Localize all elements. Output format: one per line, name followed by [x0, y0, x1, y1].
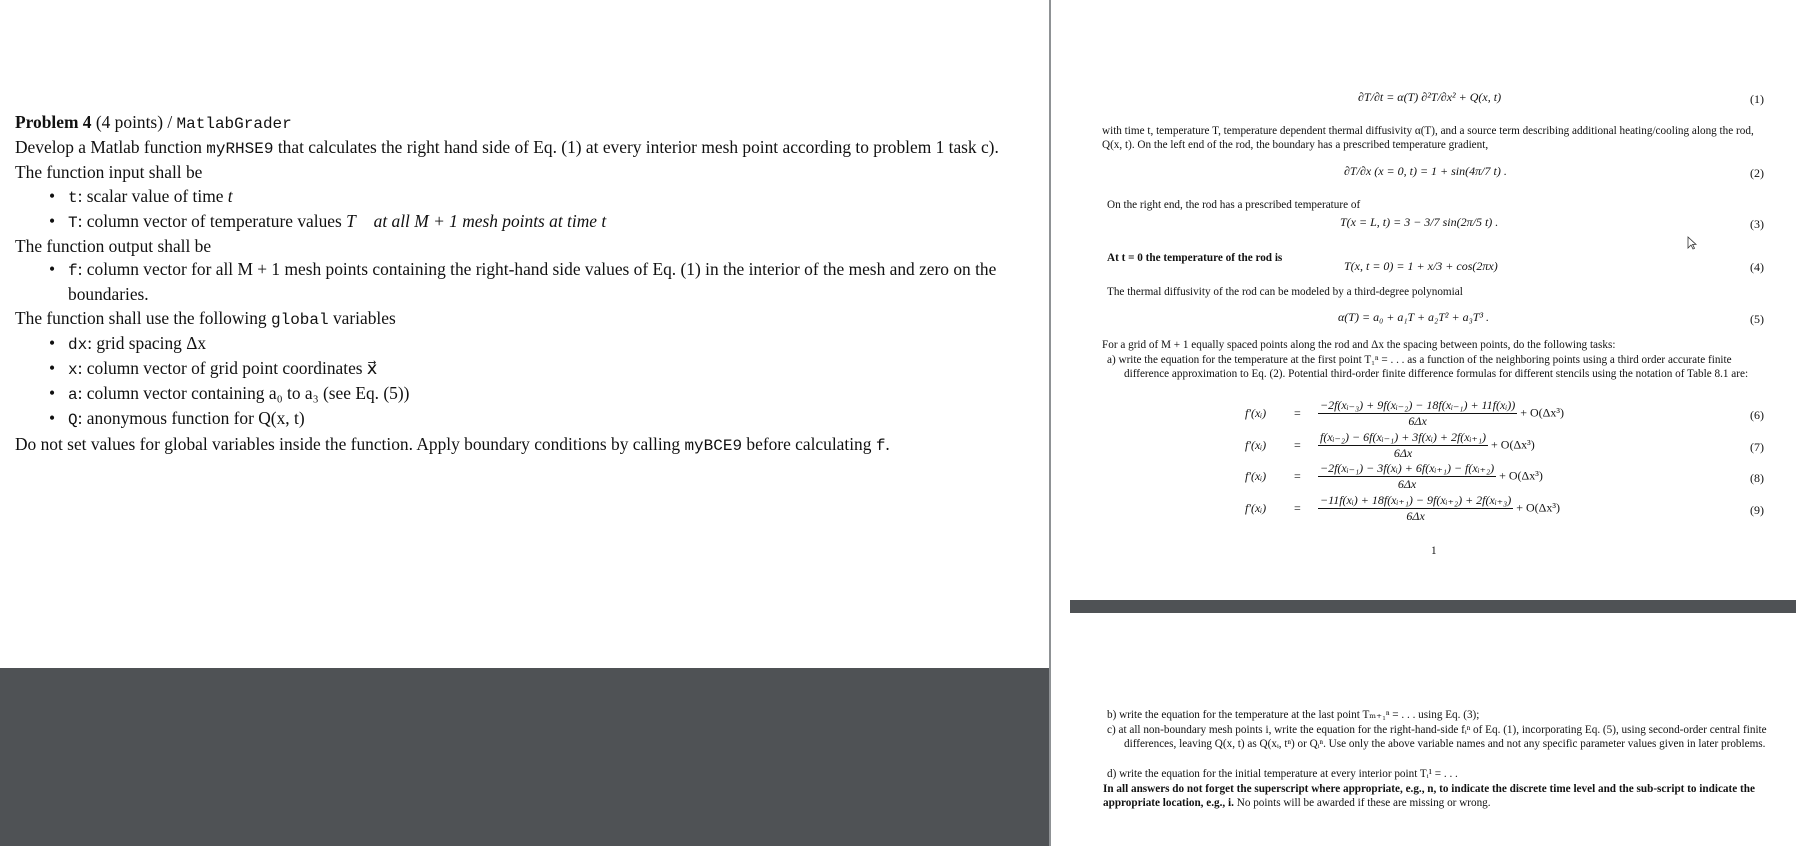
input-code: t: [68, 188, 78, 207]
globals-list: [15, 332, 1015, 433]
equation-1: ∂T/∂t = α(T) ∂²T/∂x² + Q(x, t): [1358, 90, 1502, 104]
grader-name: MatlabGrader: [176, 115, 292, 133]
fd-denominator: 6Δx: [1406, 509, 1425, 523]
closing-var: f: [875, 436, 886, 455]
equation-2-number: (2): [1750, 166, 1764, 180]
empty-area: [0, 668, 1049, 846]
paragraph-3: At t = 0 the temperature of the rod is: [1107, 252, 1283, 264]
closing-note-bold: In all answers do not forget the superscript where appropriate, e.g., n, to indicate the discrete time level and the sub-script to indicate the appropriate location, e.g., i.: [1103, 783, 1755, 809]
fd-numerator: −2f(xᵢ₋₁) − 3f(xᵢ) + 6f(xᵢ₊₁) − f(xᵢ₊₂): [1320, 461, 1495, 475]
task-c: c) at all non-boundary mesh points i, write the equation for the right-hand-side fᵢⁿ of Eq. (1), incorporating Eq. (5), using second-order central finite differences, leaving Q(x, t) as Q(xᵢ, tⁿ) or Qᵢⁿ. Use only the above variable names and not any specific parameter values given in later problems.: [1107, 724, 1767, 750]
mouse-cursor-icon: [1687, 236, 1697, 250]
page-gap: [1070, 600, 1796, 613]
global-code: Q: [68, 411, 78, 430]
output-text: : column vector for all M + 1 mesh points containing the right-hand side values of Eq. (1) in the interior of the mesh and zero on the boundaries.: [68, 259, 997, 305]
input-math: T⃗ at all M + 1 mesh points at time t: [346, 210, 607, 231]
equation-1-number: (1): [1750, 92, 1764, 106]
global-code: dx: [68, 335, 88, 354]
intro-text-2: that calculates the right hand side of Eq. (1) at every interior mesh point according to problem 1 task c).: [277, 137, 999, 158]
equation-4: T(x, t = 0) = 1 + x/3 + cos(2πx): [1344, 259, 1498, 273]
global-text: : column vector of grid point coordinates x⃗: [77, 358, 378, 379]
global-code: x: [68, 361, 78, 380]
globals-heading: [15, 307, 1015, 332]
output-heading: The function output shall be: [15, 236, 212, 257]
input-math: t: [227, 185, 233, 206]
fd-numerator: −2f(xᵢ₋₃) + 9f(xᵢ₋₂) − 18f(xᵢ₋₁) + 11f(xᵢ)): [1320, 398, 1516, 412]
fd-denominator: 6Δx: [1408, 414, 1427, 428]
task-d: d) write the equation for the initial temperature at every interior point Tᵢ¹ = . . .: [1107, 768, 1458, 780]
fd-denominator: 6Δx: [1397, 477, 1417, 491]
closing-text-1: Do not set values for global variables inside the function. Apply boundary conditions by calling: [15, 433, 681, 454]
fd-equation-number: (7): [1750, 440, 1764, 454]
fd-fraction: [1318, 430, 1535, 461]
fd-equals: =: [1294, 501, 1301, 515]
fd-equals: =: [1294, 406, 1301, 420]
fd-lhs: f′(xᵢ): [1245, 501, 1267, 515]
globals-keyword: global: [271, 310, 329, 329]
global-code: a: [68, 386, 78, 405]
fd-equation-number: (8): [1750, 471, 1764, 485]
fd-error-term: + O(Δx³): [1499, 468, 1543, 483]
paragraph-1: with time t, temperature T, temperature dependent thermal diffusivity α(T), and a source term describing additional heating/cooling along the rod, Q(x, t). On the left end of the rod, the boundary has a prescribed temperature gradient,: [1102, 125, 1754, 151]
equation-5-number: (5): [1750, 312, 1764, 326]
equation-2: ∂T/∂x (x = 0, t) = 1 + sin(4π/7 t) .: [1344, 164, 1507, 178]
task-a: a) write the equation for the temperature at the first point T₁ⁿ = . . . as a function of the neighboring points using a third order accurate finite difference approximation to Eq. (2). Potential third-order finite difference formulas for different stencils using the notation of Table 8.1 are:: [1107, 354, 1749, 380]
paragraph-4: The thermal diffusivity of the rod can be modeled by a third-degree polynomial: [1107, 286, 1463, 298]
output-code: f: [68, 262, 78, 281]
page-number: 1: [1431, 545, 1437, 557]
global-text: : column vector containing a₀ to a₃ (see Eq. (5)): [77, 383, 410, 404]
fd-error-term: + O(Δx³): [1491, 437, 1535, 452]
fd-error-term: + O(Δx³): [1516, 500, 1560, 515]
problem-points: (4 points) /: [95, 112, 173, 132]
closing-note: [1103, 782, 1763, 810]
global-text: : anonymous function for Q(x, t): [77, 408, 305, 429]
fd-lhs: f′(xᵢ): [1245, 406, 1267, 420]
input-heading: The function input shall be: [15, 162, 203, 183]
fd-fraction: [1318, 398, 1564, 429]
fd-fraction: [1318, 493, 1560, 524]
output-list: [15, 258, 1015, 306]
list-item: [15, 357, 1015, 382]
equation-4-number: (4): [1750, 260, 1764, 274]
bc-function-name: myBCE9: [684, 436, 743, 455]
closing-instruction: [15, 433, 1015, 458]
page-gap-margin: [1051, 600, 1070, 613]
problem-number: Problem 4: [15, 112, 92, 132]
list-item: [15, 407, 1015, 432]
closing-note-plain: No points will be awarded if these are missing or wrong.: [1236, 797, 1491, 809]
fd-lhs: f′(xᵢ): [1245, 469, 1267, 483]
list-item: [15, 210, 1015, 235]
problem-statement: [15, 111, 1015, 458]
fd-numerator: f(xᵢ₋₂) − 6f(xᵢ₋₁) + 3f(xᵢ) + 2f(xᵢ₊₁): [1320, 430, 1487, 444]
list-item: [15, 332, 1015, 357]
fd-equals: =: [1294, 438, 1301, 452]
problem-title: [15, 111, 1015, 136]
global-text: : grid spacing Δx: [87, 332, 207, 353]
equation-3: T(x = L, t) = 3 − 3/7 sin(2π/5 t) .: [1340, 215, 1499, 229]
paragraph-5: For a grid of M + 1 equally spaced points along the rod and Δx the spacing between points, do the following tasks:: [1102, 339, 1616, 351]
input-code: T: [68, 213, 78, 232]
input-text: : column vector of temperature values: [77, 210, 342, 231]
closing-text-3: .: [885, 433, 890, 454]
equation-5: α(T) = a₀ + a₁T + a₂T² + a₃T³ .: [1338, 310, 1490, 324]
list-item: [15, 258, 1015, 306]
fd-lhs: f′(xᵢ): [1245, 438, 1267, 452]
input-text: : scalar value of time: [77, 185, 224, 206]
fd-equals: =: [1294, 469, 1301, 483]
fd-fraction: [1318, 461, 1543, 492]
globals-text-1: The function shall use the following: [15, 307, 267, 328]
fd-equation-number: (6): [1750, 408, 1764, 422]
globals-text-2: variables: [332, 307, 396, 328]
equation-3-number: (3): [1750, 217, 1764, 231]
task-b: b) write the equation for the temperature at the last point Tₘ₊₁ⁿ = . . . using Eq. (3);: [1107, 709, 1480, 721]
list-item: [15, 382, 1015, 407]
function-name: myRHSE9: [206, 140, 274, 159]
problem-intro: [15, 136, 1015, 161]
fd-numerator: −11f(xᵢ) + 18f(xᵢ₊₁) − 9f(xᵢ₊₂) + 2f(xᵢ₊₃): [1320, 493, 1512, 507]
list-item: [15, 185, 1015, 210]
fd-denominator: 6Δx: [1393, 446, 1413, 460]
closing-text-2: before calculating: [746, 433, 872, 454]
intro-text-1: Develop a Matlab function: [15, 137, 202, 158]
fd-error-term: + O(Δx³): [1520, 405, 1564, 420]
paragraph-2: On the right end, the rod has a prescribed temperature of: [1107, 199, 1361, 211]
input-list: [15, 185, 1015, 235]
fd-equation-number: (9): [1750, 503, 1764, 517]
